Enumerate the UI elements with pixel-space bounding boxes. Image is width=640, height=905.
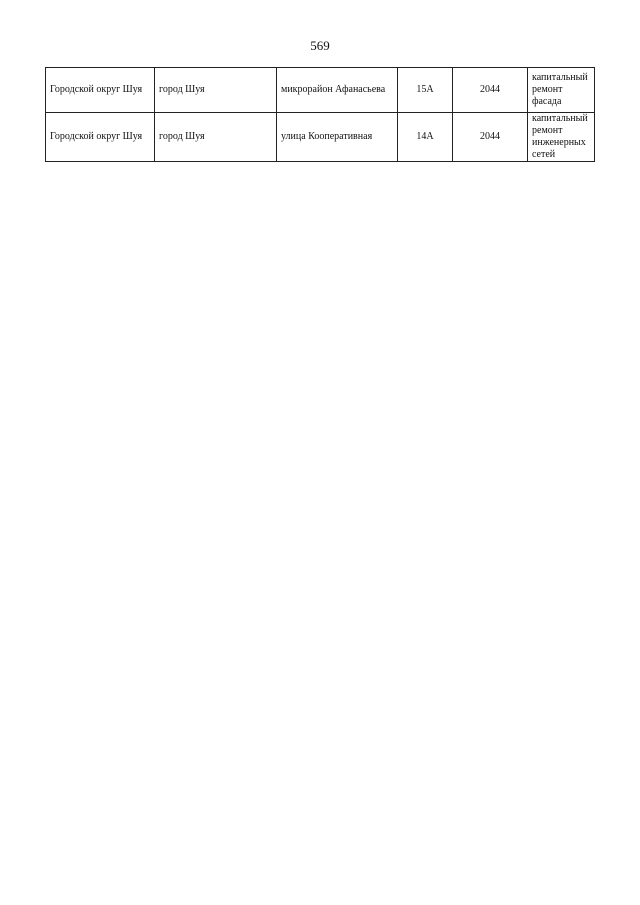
street-cell: микрорайон Афанасьева bbox=[277, 68, 398, 113]
street-cell: улица Кооперативная bbox=[277, 113, 398, 162]
repair-schedule-table bbox=[45, 67, 595, 162]
locality-cell: город Шуя bbox=[155, 68, 277, 113]
house-number-cell: 15А bbox=[398, 68, 453, 113]
year-cell: 2044 bbox=[453, 113, 528, 162]
table-row bbox=[46, 113, 595, 162]
work-type-cell: капитальный ремонт инженерных сетей bbox=[528, 113, 595, 162]
year-cell: 2044 bbox=[453, 68, 528, 113]
page-number: 569 bbox=[310, 38, 330, 53]
work-type-cell: капитальный ремонт фасада bbox=[528, 68, 595, 113]
locality-cell: город Шуя bbox=[155, 113, 277, 162]
municipality-cell: Городской округ Шуя bbox=[46, 68, 155, 113]
table-row bbox=[46, 68, 595, 113]
house-number-cell: 14А bbox=[398, 113, 453, 162]
municipality-cell: Городской округ Шуя bbox=[46, 113, 155, 162]
